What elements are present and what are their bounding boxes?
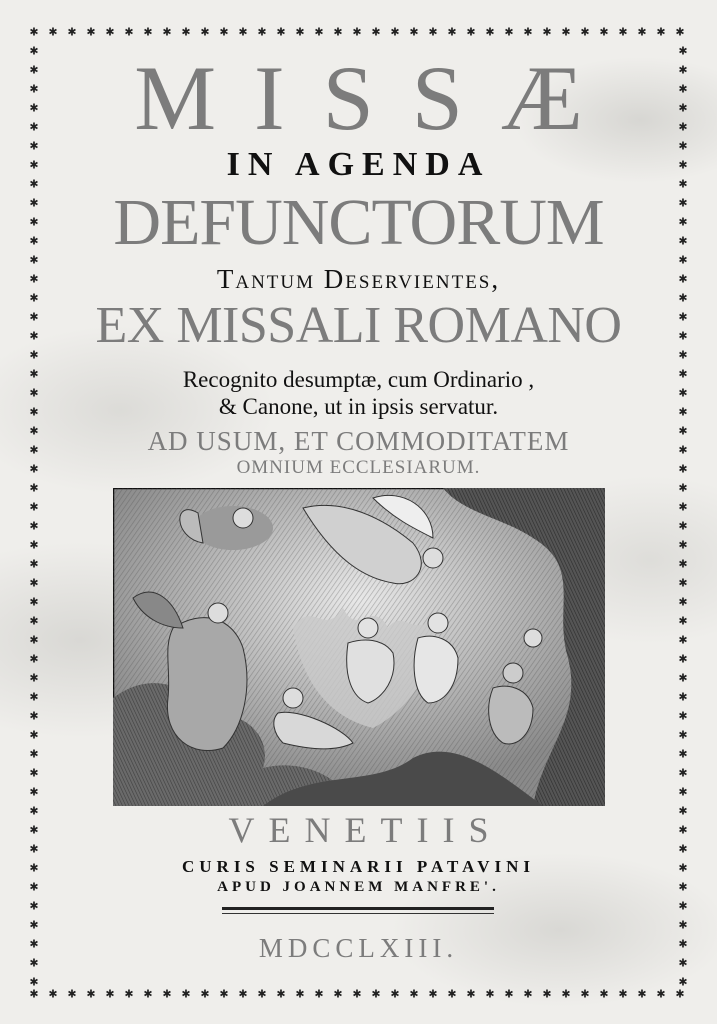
border-star: ✱ [678, 956, 688, 970]
border-star: ✱ [678, 234, 688, 248]
border-star: ✱ [29, 987, 39, 1001]
title-ex-missali: EX MISSALI ROMANO [95, 297, 622, 354]
border-star: ✱ [678, 177, 688, 191]
border-star: ✱ [409, 987, 419, 1001]
border-star: ✱ [29, 519, 39, 533]
border-star: ✱ [181, 25, 191, 39]
border-star: ✱ [276, 25, 286, 39]
border-star: ✱ [29, 405, 39, 419]
border-star: ✱ [219, 25, 229, 39]
border-star: ✱ [678, 842, 688, 856]
border-star: ✱ [678, 82, 688, 96]
border-star: ✱ [678, 310, 688, 324]
border-star: ✱ [124, 987, 134, 1001]
border-star: ✱ [105, 987, 115, 1001]
border-star: ✱ [678, 709, 688, 723]
border-star: ✱ [678, 158, 688, 172]
border-star: ✱ [29, 348, 39, 362]
border-star: ✱ [678, 443, 688, 457]
border-star: ✱ [29, 747, 39, 761]
border-star: ✱ [542, 987, 552, 1001]
border-star: ✱ [678, 785, 688, 799]
title-missae: MISSÆ [134, 47, 621, 149]
border-star: ✱ [678, 329, 688, 343]
border-star: ✱ [561, 25, 571, 39]
border-star: ✱ [678, 63, 688, 77]
border-star: ✱ [86, 25, 96, 39]
border-star: ✱ [29, 652, 39, 666]
border-star: ✱ [181, 987, 191, 1001]
border-star: ✱ [29, 25, 39, 39]
border-star: ✱ [29, 823, 39, 837]
border-star: ✱ [678, 766, 688, 780]
border-star: ✱ [29, 709, 39, 723]
border-star: ✱ [352, 987, 362, 1001]
border-star: ✱ [678, 804, 688, 818]
border-star: ✱ [200, 25, 210, 39]
border-star: ✱ [371, 25, 381, 39]
border-star: ✱ [48, 25, 58, 39]
title-omnium: OMNIUM ECCLESIARUM. [236, 457, 481, 478]
border-star: ✱ [390, 987, 400, 1001]
border-star: ✱ [29, 576, 39, 590]
border-star: ✱ [678, 500, 688, 514]
border-star: ✱ [257, 987, 267, 1001]
border-star: ✱ [29, 557, 39, 571]
border-star: ✱ [678, 44, 688, 58]
border-star: ✱ [295, 987, 305, 1001]
border-star: ✱ [29, 120, 39, 134]
border-star: ✱ [314, 987, 324, 1001]
border-star: ✱ [428, 987, 438, 1001]
border-star: ✱ [675, 25, 685, 39]
border-star: ✱ [29, 614, 39, 628]
border-star: ✱ [678, 899, 688, 913]
border-star: ✱ [678, 690, 688, 704]
border-star: ✱ [29, 500, 39, 514]
border-star: ✱ [678, 823, 688, 837]
border-star: ✱ [485, 987, 495, 1001]
border-star: ✱ [29, 82, 39, 96]
title-tantum: Tantum Deservientes, [216, 264, 501, 294]
border-star: ✱ [67, 987, 77, 1001]
border-star: ✱ [678, 291, 688, 305]
border-star: ✱ [257, 25, 267, 39]
border-star: ✱ [29, 766, 39, 780]
border-star: ✱ [124, 25, 134, 39]
title-in-agenda: IN AGENDA [226, 146, 491, 183]
border-star: ✱ [678, 519, 688, 533]
imprint-year: MDCCLXIII. [258, 933, 459, 963]
border-star: ✱ [485, 25, 495, 39]
border-star: ✱ [86, 987, 96, 1001]
border-star: ✱ [656, 25, 666, 39]
border-star: ✱ [29, 956, 39, 970]
border-star: ✱ [29, 462, 39, 476]
border-star: ✱ [675, 987, 685, 1001]
border-star: ✱ [29, 728, 39, 742]
border-star: ✱ [314, 25, 324, 39]
border-star: ✱ [29, 804, 39, 818]
border-star: ✱ [678, 861, 688, 875]
border-star: ✱ [523, 25, 533, 39]
title-canone: & Canone, ut in ipsis servatur. [218, 394, 499, 419]
border-star: ✱ [29, 690, 39, 704]
border-star: ✱ [29, 386, 39, 400]
border-star: ✱ [678, 747, 688, 761]
border-star: ✱ [637, 25, 647, 39]
border-star: ✱ [29, 880, 39, 894]
border-star: ✱ [390, 25, 400, 39]
border-star: ✱ [29, 538, 39, 552]
border-star: ✱ [29, 44, 39, 58]
border-star: ✱ [678, 196, 688, 210]
imprint-publisher-2: APUD JOANNEM MANFRE'. [217, 879, 500, 895]
border-star: ✱ [678, 557, 688, 571]
border-star: ✱ [678, 101, 688, 115]
border-star: ✱ [678, 880, 688, 894]
border-star: ✱ [200, 987, 210, 1001]
border-star: ✱ [29, 329, 39, 343]
border-star: ✱ [29, 63, 39, 77]
border-star: ✱ [29, 253, 39, 267]
border-star: ✱ [678, 405, 688, 419]
border-star: ✱ [143, 987, 153, 1001]
border-star: ✱ [29, 139, 39, 153]
border-star: ✱ [656, 987, 666, 1001]
border-star: ✱ [447, 25, 457, 39]
imprint-city: VENETIIS [228, 810, 503, 850]
border-star: ✱ [238, 987, 248, 1001]
border-star: ✱ [678, 481, 688, 495]
border-star: ✱ [678, 652, 688, 666]
border-star: ✱ [504, 25, 514, 39]
border-star: ✱ [678, 538, 688, 552]
border-star: ✱ [219, 987, 229, 1001]
border-star: ✱ [29, 177, 39, 191]
border-star: ✱ [29, 481, 39, 495]
title-defunctorum: DEFUNCTORUM [113, 186, 604, 259]
border-star: ✱ [29, 367, 39, 381]
border-star: ✱ [162, 25, 172, 39]
border-star: ✱ [238, 25, 248, 39]
divider-rule-thin [222, 913, 494, 914]
divider-rule [222, 907, 494, 910]
title-ad-usum: AD USUM, ET COMMODITATEM [147, 426, 570, 456]
border-star: ✱ [678, 975, 688, 989]
border-star: ✱ [371, 987, 381, 1001]
border-star: ✱ [29, 272, 39, 286]
border-star: ✱ [352, 25, 362, 39]
border-star: ✱ [428, 25, 438, 39]
border-star: ✱ [105, 25, 115, 39]
border-star: ✱ [67, 25, 77, 39]
border-star: ✱ [637, 987, 647, 1001]
border-star: ✱ [29, 918, 39, 932]
border-star: ✱ [678, 595, 688, 609]
border-star: ✱ [29, 937, 39, 951]
border-star: ✱ [29, 671, 39, 685]
border-star: ✱ [678, 367, 688, 381]
border-star: ✱ [29, 291, 39, 305]
border-star: ✱ [561, 987, 571, 1001]
border-star: ✱ [618, 25, 628, 39]
border-star: ✱ [29, 158, 39, 172]
border-star: ✱ [678, 614, 688, 628]
border-star: ✱ [29, 234, 39, 248]
border-star: ✱ [333, 25, 343, 39]
border-star: ✱ [29, 899, 39, 913]
border-star: ✱ [678, 728, 688, 742]
border-star: ✱ [678, 348, 688, 362]
border-star: ✱ [678, 386, 688, 400]
border-star: ✱ [678, 576, 688, 590]
border-star: ✱ [447, 987, 457, 1001]
title-recognito: Recognito desumptæ, cum Ordinario , [182, 367, 535, 392]
border-star: ✱ [29, 443, 39, 457]
border-star: ✱ [599, 25, 609, 39]
border-star: ✱ [523, 987, 533, 1001]
border-star: ✱ [678, 120, 688, 134]
border-star: ✱ [48, 987, 58, 1001]
border-star: ✱ [409, 25, 419, 39]
border-star: ✱ [29, 424, 39, 438]
border-star: ✱ [678, 937, 688, 951]
border-star: ✱ [29, 975, 39, 989]
border-star: ✱ [29, 196, 39, 210]
border-star: ✱ [678, 462, 688, 476]
border-star: ✱ [678, 918, 688, 932]
border-star: ✱ [143, 25, 153, 39]
border-star: ✱ [466, 25, 476, 39]
border-star: ✱ [29, 842, 39, 856]
border-star: ✱ [162, 987, 172, 1001]
border-star: ✱ [599, 987, 609, 1001]
border-star: ✱ [580, 25, 590, 39]
engraving-illustration [113, 488, 605, 806]
border-star: ✱ [678, 253, 688, 267]
border-star: ✱ [29, 861, 39, 875]
border-star: ✱ [678, 215, 688, 229]
border-star: ✱ [29, 633, 39, 647]
border-star: ✱ [504, 987, 514, 1001]
border-star: ✱ [29, 595, 39, 609]
border-star: ✱ [542, 25, 552, 39]
border-star: ✱ [678, 671, 688, 685]
border-star: ✱ [466, 987, 476, 1001]
border-star: ✱ [276, 987, 286, 1001]
border-star: ✱ [29, 310, 39, 324]
border-star: ✱ [678, 424, 688, 438]
border-star: ✱ [678, 139, 688, 153]
border-star: ✱ [678, 633, 688, 647]
border-star: ✱ [333, 987, 343, 1001]
border-star: ✱ [618, 987, 628, 1001]
border-star: ✱ [295, 25, 305, 39]
border-star: ✱ [29, 785, 39, 799]
border-star: ✱ [678, 272, 688, 286]
border-star: ✱ [29, 101, 39, 115]
border-star: ✱ [580, 987, 590, 1001]
border-star: ✱ [29, 215, 39, 229]
imprint-publisher-1: CURIS SEMINARII PATAVINI [181, 857, 535, 876]
